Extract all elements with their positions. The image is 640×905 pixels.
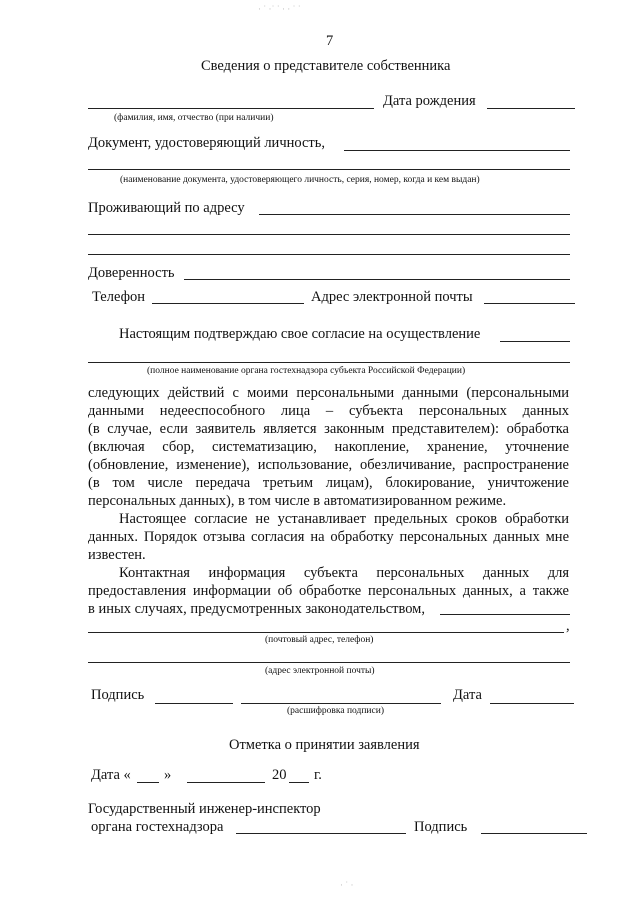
page-number: 7 [326,33,334,49]
scan-noise-bottom: · ˙ · [340,880,354,890]
consent-line: следующих действий с моими персональными данными (персональными [88,385,569,401]
phone-field-line[interactable] [152,303,304,304]
acceptance-year-field-line[interactable] [289,782,309,783]
id-document-field-line-2[interactable] [88,169,570,170]
consent-line: (в случае, если заявитель является законным представителем): обработка [88,421,569,437]
date-label: Дата [453,687,482,703]
inspector-title-line-1: Государственный инженер-инспектор [88,801,321,817]
acceptance-day-field-line[interactable] [137,782,159,783]
page-title: Сведения о представителе собственника [201,58,451,74]
acceptance-title: Отметка о принятии заявления [229,737,420,753]
inspector-name-field-line[interactable] [236,833,406,834]
consent-line: персональных данных), в том числе в автоматизированном режиме. [88,493,507,509]
contact-line: в иных случаях, предусмотренных законодательством, [88,601,425,617]
id-document-field-line[interactable] [344,150,570,151]
id-document-caption: (наименование документа, удостоверяющего личность, серия, номер, когда и кем выдан) [120,175,480,185]
decoding-caption: (расшифровка подписи) [287,706,384,716]
scan-noise-top: · ˙ ·˙ ˙ · · ˙ ˙ [258,4,301,14]
id-document-label: Документ, удостоверяющий личность, [88,135,325,151]
phone-label: Телефон [92,289,145,305]
inspector-title-line-2: органа гостехнадзора [91,819,224,835]
contact-field-line[interactable] [440,614,570,615]
proxy-label: Доверенность [88,265,175,281]
address-field-line-3[interactable] [88,254,570,255]
email-field-line[interactable] [484,303,575,304]
acceptance-year-prefix: 20 [272,767,287,783]
signature-label: Подпись [91,687,145,703]
consent-line: (включая сбор, систематизацию, накопление, хранение, уточнение [88,439,569,455]
contact-line: предоставления информации об обработке персональных данных, а также [88,583,569,599]
inspector-signature-label: Подпись [414,819,468,835]
consent-authority-field-line-2[interactable] [88,362,570,363]
acceptance-month-field-line[interactable] [187,782,265,783]
acceptance-year-suffix: г. [314,767,322,783]
birth-date-field-line[interactable] [487,108,575,109]
postal-field-line[interactable] [88,632,564,633]
consent-paragraph [88,384,569,510]
signature-field-line[interactable] [155,703,233,704]
contact-line: Контактная информация субъекта персональных данных для [119,565,569,581]
birth-date-label: Дата рождения [383,93,476,109]
consent-line: (в том числе передача третьим лицам), блокирование, уничтожение [88,475,569,491]
acceptance-date-prefix: Дата « [91,767,131,783]
address-label: Проживающий по адресу [88,200,245,216]
term-line: Настоящее согласие не устанавливает предельных сроков обработки [119,511,569,527]
inspector-signature-field-line[interactable] [481,833,587,834]
term-line: данных. Порядок отзыва согласия на обработку персональных данных мне [88,529,569,545]
term-line: известен. [88,547,146,563]
consent-line: данными недееспособного лица – субъекта персональных данных [88,403,569,419]
name-caption: (фамилия, имя, отчество (при наличии) [114,113,274,123]
name-field-line[interactable] [88,108,374,109]
signature-decoding-field-line[interactable] [241,703,441,704]
consent-line: (обновление, изменение), использование, обезличивание, распространение [88,457,569,473]
comma-mark: , [566,618,570,634]
contact-paragraph [88,564,569,618]
acceptance-date-quote-close: » [164,767,172,783]
address-field-line-1[interactable] [259,214,570,215]
email-address-field-line[interactable] [88,662,570,663]
consent-intro: Настоящим подтверждаю свое согласие на осуществление [119,326,481,342]
consent-authority-field-line[interactable] [500,341,570,342]
email-label: Адрес электронной почты [311,289,473,305]
postal-caption: (почтовый адрес, телефон) [265,635,374,645]
authority-caption: (полное наименование органа гостехнадзора субъекта Российской Федерации) [147,366,466,376]
date-field-line[interactable] [490,703,574,704]
email-caption: (адрес электронной почты) [265,666,375,676]
term-paragraph [88,510,569,564]
proxy-field-line[interactable] [184,279,570,280]
address-field-line-2[interactable] [88,234,570,235]
